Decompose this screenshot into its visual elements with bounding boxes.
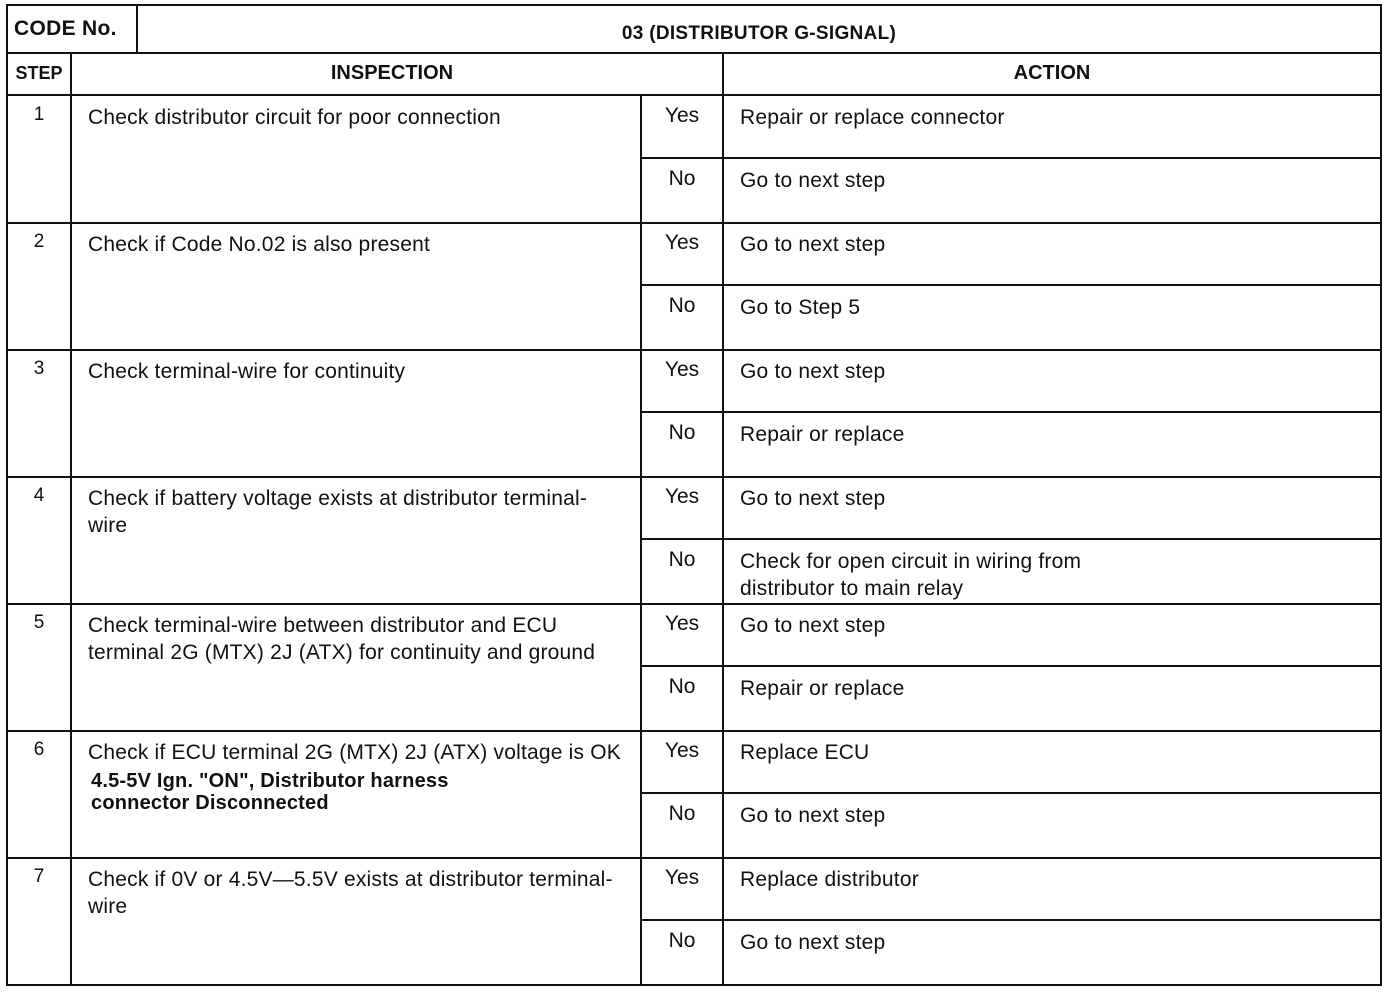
inspection-text: Check terminal-wire between distributor and ECU terminal 2G (MTX) 2J (ATX) for continuity and ground xyxy=(88,614,596,664)
step-number: 2 xyxy=(8,223,72,349)
yes-label: Yes xyxy=(642,731,722,794)
yes-no-cell xyxy=(642,858,724,984)
yes-label: Yes xyxy=(642,477,722,540)
inspection-column-header: INSPECTION xyxy=(72,52,724,94)
step-number: 5 xyxy=(8,604,72,730)
inspection-cell xyxy=(72,477,642,603)
inspection-cell xyxy=(72,223,642,349)
inspection-text: Check if battery voltage exists at distributor terminal-wire xyxy=(88,487,588,537)
yes-no-cell xyxy=(642,223,724,349)
step-number: 7 xyxy=(8,858,72,984)
action-cell xyxy=(724,477,1380,603)
yes-no-cell xyxy=(642,96,724,222)
no-label: No xyxy=(668,294,696,317)
yes-label: Yes xyxy=(642,858,722,921)
no-action: Go to next step xyxy=(740,804,886,827)
step-row xyxy=(6,223,1382,351)
action-cell xyxy=(724,731,1380,857)
code-header-row xyxy=(6,4,1382,54)
inspection-text: Check terminal-wire for continuity xyxy=(88,360,406,383)
inspection-cell xyxy=(72,96,642,222)
yes-action: Go to next step xyxy=(724,477,1380,540)
step-number: 4 xyxy=(8,477,72,603)
no-action: Go to next step xyxy=(740,931,886,954)
step-row xyxy=(6,350,1382,478)
column-header-row xyxy=(6,52,1382,96)
step-row xyxy=(6,858,1382,986)
no-label: No xyxy=(668,421,696,444)
no-label: No xyxy=(668,167,696,190)
no-label: No xyxy=(668,802,696,825)
yes-no-cell xyxy=(642,604,724,730)
no-label: No xyxy=(668,548,696,571)
inspection-cell xyxy=(72,604,642,730)
yes-label: Yes xyxy=(642,604,722,667)
yes-no-cell xyxy=(642,731,724,857)
inspection-note: 4.5-5V Ign. "ON", Distributor harness connector Disconnected xyxy=(91,770,449,814)
yes-label: Yes xyxy=(642,223,722,286)
no-label: No xyxy=(668,675,696,698)
no-action: Go to next step xyxy=(740,169,886,192)
step-row xyxy=(6,96,1382,224)
yes-label: Yes xyxy=(642,96,722,159)
yes-no-cell xyxy=(642,477,724,603)
no-label: No xyxy=(668,929,696,952)
step-row xyxy=(6,731,1382,859)
action-cell xyxy=(724,96,1380,222)
action-cell xyxy=(724,604,1380,730)
no-action: Repair or replace xyxy=(740,677,905,700)
yes-action: Go to next step xyxy=(724,223,1380,286)
yes-label: Yes xyxy=(642,350,722,413)
code-title: 03 (DISTRIBUTOR G-SIGNAL) xyxy=(621,23,897,44)
inspection-cell xyxy=(72,731,642,857)
action-cell xyxy=(724,350,1380,476)
no-action: Go to Step 5 xyxy=(740,296,861,319)
step-row xyxy=(6,477,1382,605)
action-column-header: ACTION xyxy=(1013,62,1091,84)
action-cell xyxy=(724,223,1380,349)
yes-action: Go to next step xyxy=(724,604,1380,667)
step-column-header: STEP xyxy=(8,52,72,94)
step-number: 6 xyxy=(8,731,72,857)
yes-action: Go to next step xyxy=(724,350,1380,413)
inspection-cell xyxy=(72,858,642,984)
inspection-cell xyxy=(72,350,642,476)
step-number: 3 xyxy=(8,350,72,476)
no-action: Check for open circuit in wiring from distributor to main relay xyxy=(740,550,1082,600)
action-cell xyxy=(724,858,1380,984)
inspection-text: Check if ECU terminal 2G (MTX) 2J (ATX) voltage is OK xyxy=(88,741,621,764)
inspection-text: Check distributor circuit for poor connection xyxy=(88,106,501,129)
step-number: 1 xyxy=(8,96,72,222)
diagnostic-table xyxy=(6,4,1384,988)
yes-action: Replace distributor xyxy=(724,858,1380,921)
inspection-text: Check if 0V or 4.5V—5.5V exists at distributor terminal-wire xyxy=(88,868,613,918)
step-row xyxy=(6,604,1382,732)
code-number-label: CODE No. xyxy=(8,6,138,52)
no-action: Repair or replace xyxy=(740,423,905,446)
yes-no-cell xyxy=(642,350,724,476)
yes-action: Repair or replace connector xyxy=(724,96,1380,159)
yes-action: Replace ECU xyxy=(724,731,1380,794)
inspection-text: Check if Code No.02 is also present xyxy=(88,233,431,256)
